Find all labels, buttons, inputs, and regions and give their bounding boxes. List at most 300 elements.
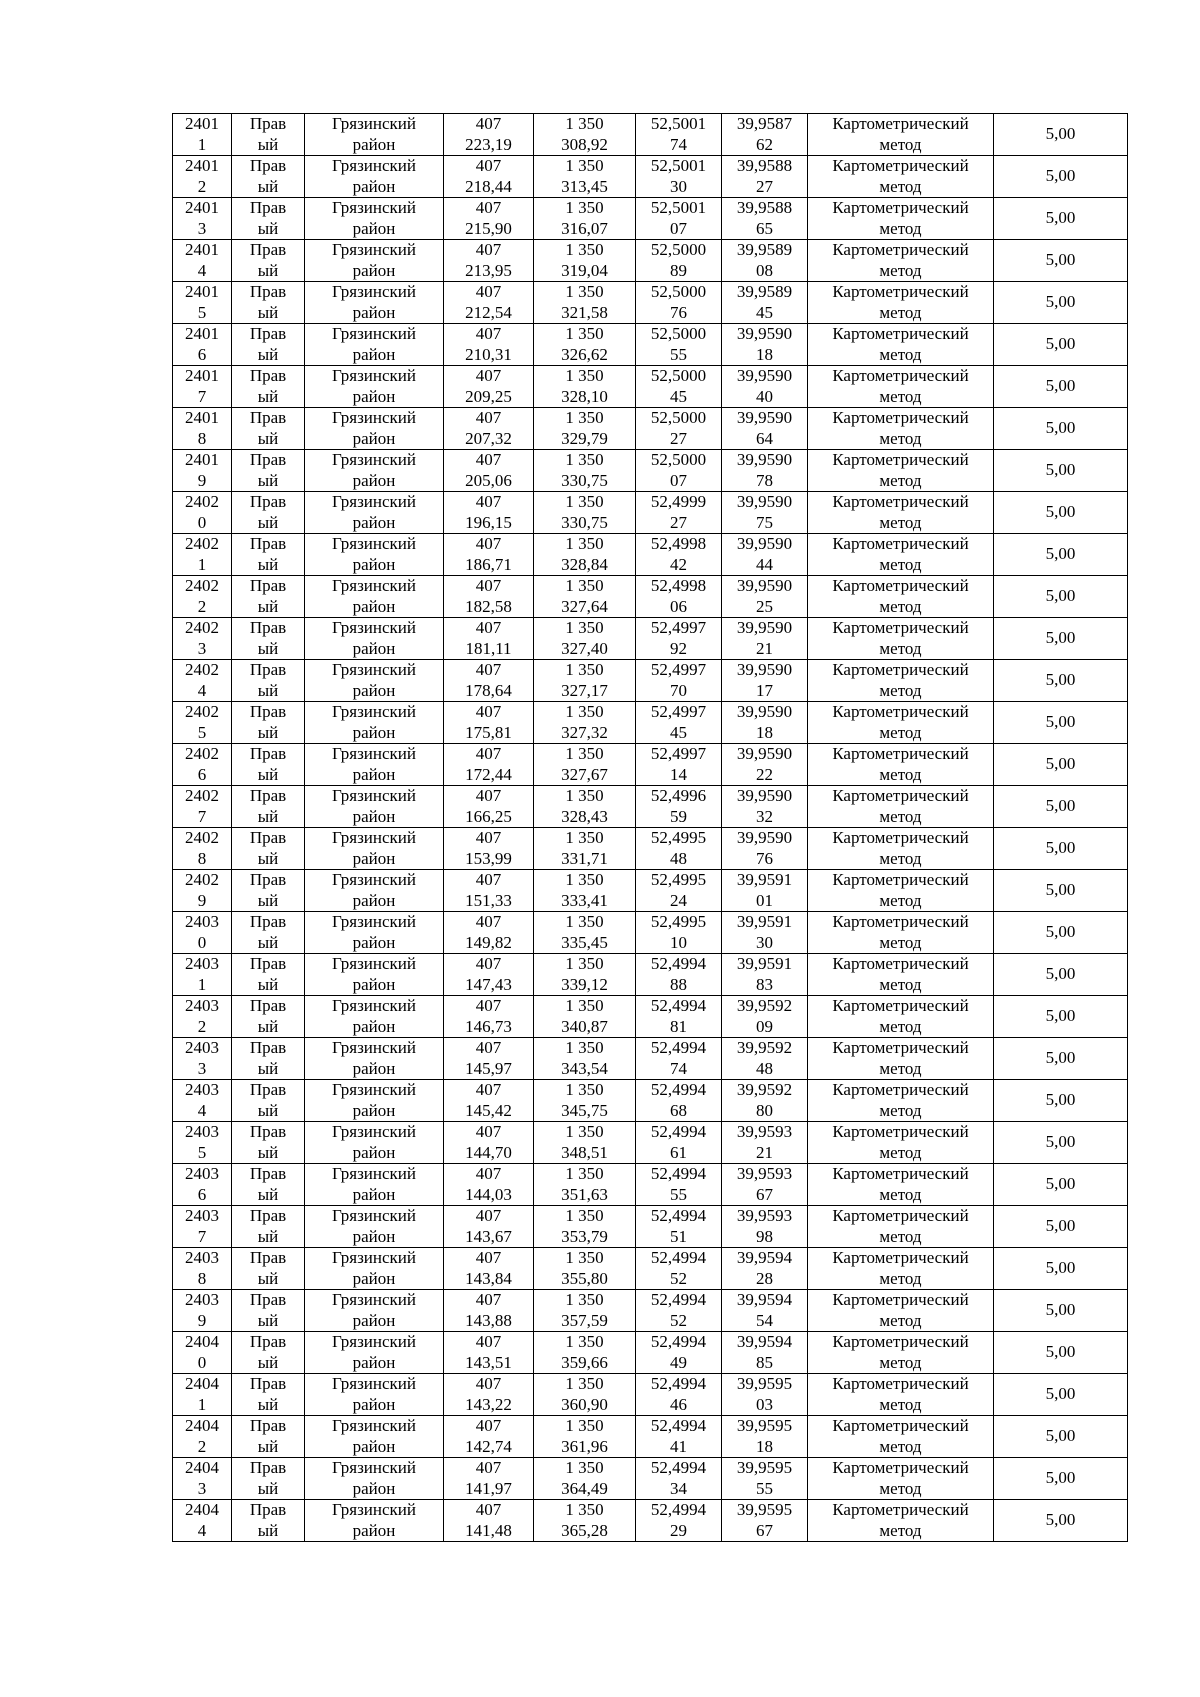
longitude-cell-line: 39,9591 — [736, 954, 793, 973]
point-number-cell-line: 1 — [197, 554, 207, 574]
method-cell — [808, 156, 994, 198]
bank-side-cell-line: Прав — [249, 1416, 287, 1435]
coordinate-y-cell-line: 1 350 — [565, 1458, 604, 1477]
point-number-cell-line: 8 — [197, 848, 207, 868]
coordinate-y-cell-line: 330,75 — [561, 512, 608, 532]
method-cell-line: метод — [879, 638, 922, 658]
bank-side-cell — [232, 366, 305, 408]
coordinates-table — [172, 113, 1128, 1542]
bank-side-cell-line: Прав — [249, 1374, 287, 1393]
district-cell-line: Грязинский — [332, 492, 416, 511]
point-number-cell-line: 4 — [197, 1100, 207, 1120]
longitude-cell-line: 39,9588 — [736, 156, 793, 175]
method-cell-line: Картометрический — [832, 576, 969, 595]
coordinate-y-cell-line: 360,90 — [561, 1394, 608, 1414]
district-cell — [305, 1206, 444, 1248]
district-cell — [305, 912, 444, 954]
method-cell — [808, 1332, 994, 1374]
bank-side-cell-line: ый — [257, 1058, 279, 1078]
method-cell-line: метод — [879, 218, 922, 238]
longitude-cell-line: 39,9594 — [736, 1290, 793, 1309]
latitude-cell — [636, 660, 722, 702]
table-row — [173, 1374, 1128, 1416]
district-cell-line: район — [352, 1520, 396, 1540]
accuracy-cell: 5,00 — [994, 1206, 1128, 1248]
coordinate-y-cell-line: 357,59 — [561, 1310, 608, 1330]
latitude-cell-line: 52,5000 — [650, 366, 707, 385]
coordinate-y-cell — [534, 702, 636, 744]
bank-side-cell-line: ый — [257, 428, 279, 448]
longitude-cell-line: 39,9589 — [736, 240, 793, 259]
coordinate-y-cell-line: 1 350 — [565, 1206, 604, 1225]
latitude-cell-line: 74 — [670, 134, 687, 154]
district-cell-line: Грязинский — [332, 1374, 416, 1393]
coordinate-x-cell — [444, 1248, 534, 1290]
coordinate-x-cell-line: 141,48 — [465, 1520, 512, 1540]
latitude-cell — [636, 954, 722, 996]
district-cell-line: Грязинский — [332, 1500, 416, 1519]
point-number-cell-line: 9 — [197, 470, 207, 490]
table-row — [173, 1248, 1128, 1290]
longitude-cell — [722, 744, 808, 786]
latitude-cell-line: 52,4997 — [650, 702, 707, 721]
table-row — [173, 282, 1128, 324]
point-number-cell — [173, 1038, 232, 1080]
point-number-cell-line: 2402 — [185, 828, 219, 847]
method-cell-line: Картометрический — [832, 1290, 969, 1309]
method-cell — [808, 1374, 994, 1416]
method-cell-line: метод — [879, 134, 922, 154]
latitude-cell — [636, 282, 722, 324]
district-cell-line: Грязинский — [332, 282, 416, 301]
longitude-cell-line: 39,9592 — [736, 996, 793, 1015]
method-cell — [808, 450, 994, 492]
coordinate-y-cell-line: 1 350 — [565, 954, 604, 973]
point-number-cell-line: 2401 — [185, 282, 219, 301]
latitude-cell-line: 70 — [670, 680, 687, 700]
coordinate-y-cell — [534, 1458, 636, 1500]
longitude-cell-line: 39,9590 — [736, 534, 793, 553]
longitude-cell-line: 83 — [756, 974, 773, 994]
longitude-cell — [722, 1332, 808, 1374]
latitude-cell — [636, 534, 722, 576]
district-cell-line: район — [352, 1184, 396, 1204]
method-cell-line: Картометрический — [832, 156, 969, 175]
point-number-cell-line: 2402 — [185, 492, 219, 511]
district-cell — [305, 1038, 444, 1080]
coordinate-y-cell — [534, 1080, 636, 1122]
point-number-cell-line: 9 — [197, 890, 207, 910]
coordinate-y-cell — [534, 1038, 636, 1080]
bank-side-cell-line: Прав — [249, 954, 287, 973]
point-number-cell-line: 2403 — [185, 1080, 219, 1099]
longitude-cell-line: 01 — [756, 890, 773, 910]
longitude-cell-line: 55 — [756, 1478, 773, 1498]
coordinate-y-cell-line: 1 350 — [565, 1038, 604, 1057]
longitude-cell — [722, 576, 808, 618]
point-number-cell — [173, 660, 232, 702]
longitude-cell-line: 25 — [756, 596, 773, 616]
coordinate-x-cell-line: 407 — [475, 1248, 502, 1267]
method-cell-line: Картометрический — [832, 492, 969, 511]
coordinate-y-cell-line: 1 350 — [565, 702, 604, 721]
coordinate-x-cell-line: 407 — [475, 1374, 502, 1393]
latitude-cell-line: 81 — [670, 1016, 687, 1036]
latitude-cell-line: 30 — [670, 176, 687, 196]
point-number-cell-line: 2402 — [185, 786, 219, 805]
district-cell — [305, 828, 444, 870]
point-number-cell-line: 2401 — [185, 240, 219, 259]
bank-side-cell-line: Прав — [249, 996, 287, 1015]
longitude-cell — [722, 786, 808, 828]
point-number-cell-line: 2401 — [185, 156, 219, 175]
point-number-cell-line: 0 — [197, 512, 207, 532]
table-row — [173, 1122, 1128, 1164]
latitude-cell — [636, 1122, 722, 1164]
point-number-cell-line: 2401 — [185, 198, 219, 217]
longitude-cell-line: 39,9590 — [736, 618, 793, 637]
district-cell-line: район — [352, 974, 396, 994]
point-number-cell-line: 2403 — [185, 1038, 219, 1057]
coordinate-x-cell-line: 143,67 — [465, 1226, 512, 1246]
district-cell-line: Грязинский — [332, 450, 416, 469]
bank-side-cell-line: Прав — [249, 912, 287, 931]
coordinate-x-cell — [444, 408, 534, 450]
coordinate-y-cell — [534, 618, 636, 660]
bank-side-cell — [232, 534, 305, 576]
coordinate-y-cell-line: 1 350 — [565, 534, 604, 553]
latitude-cell — [636, 450, 722, 492]
method-cell-line: метод — [879, 1058, 922, 1078]
longitude-cell-line: 75 — [756, 512, 773, 532]
accuracy-cell: 5,00 — [994, 660, 1128, 702]
coordinate-y-cell-line: 328,84 — [561, 554, 608, 574]
bank-side-cell-line: ый — [257, 1226, 279, 1246]
method-cell-line: метод — [879, 1100, 922, 1120]
district-cell-line: Грязинский — [332, 1332, 416, 1351]
bank-side-cell-line: ый — [257, 806, 279, 826]
coordinate-y-cell-line: 1 350 — [565, 1248, 604, 1267]
accuracy-cell: 5,00 — [994, 1122, 1128, 1164]
bank-side-cell — [232, 492, 305, 534]
method-cell — [808, 324, 994, 366]
latitude-cell-line: 52,4994 — [650, 1332, 707, 1351]
method-cell-line: метод — [879, 1142, 922, 1162]
coordinate-x-cell — [444, 1080, 534, 1122]
district-cell — [305, 1248, 444, 1290]
point-number-cell — [173, 618, 232, 660]
coordinate-x-cell-line: 407 — [475, 1500, 502, 1519]
point-number-cell — [173, 156, 232, 198]
coordinate-y-cell-line: 1 350 — [565, 870, 604, 889]
latitude-cell-line: 52,4997 — [650, 660, 707, 679]
coordinate-x-cell-line: 407 — [475, 240, 502, 259]
coordinate-x-cell-line: 407 — [475, 1332, 502, 1351]
coordinate-y-cell — [534, 912, 636, 954]
coordinate-x-cell — [444, 1290, 534, 1332]
district-cell — [305, 156, 444, 198]
method-cell-line: Картометрический — [832, 912, 969, 931]
accuracy-cell: 5,00 — [994, 954, 1128, 996]
accuracy-cell: 5,00 — [994, 1080, 1128, 1122]
coordinate-x-cell-line: 143,88 — [465, 1310, 512, 1330]
longitude-cell — [722, 1248, 808, 1290]
point-number-cell — [173, 534, 232, 576]
method-cell-line: Картометрический — [832, 870, 969, 889]
latitude-cell — [636, 1248, 722, 1290]
coordinate-x-cell — [444, 954, 534, 996]
method-cell — [808, 1206, 994, 1248]
method-cell-line: Картометрический — [832, 282, 969, 301]
coordinate-y-cell-line: 1 350 — [565, 114, 604, 133]
point-number-cell-line: 6 — [197, 344, 207, 364]
table-row — [173, 660, 1128, 702]
latitude-cell-line: 52,5000 — [650, 408, 707, 427]
latitude-cell-line: 27 — [670, 428, 687, 448]
method-cell — [808, 408, 994, 450]
coordinate-y-cell-line: 343,54 — [561, 1058, 608, 1078]
method-cell-line: метод — [879, 1352, 922, 1372]
point-number-cell-line: 1 — [197, 134, 207, 154]
coordinate-x-cell-line: 205,06 — [465, 470, 512, 490]
coordinate-y-cell — [534, 366, 636, 408]
district-cell-line: район — [352, 554, 396, 574]
accuracy-cell: 5,00 — [994, 240, 1128, 282]
longitude-cell-line: 80 — [756, 1100, 773, 1120]
point-number-cell-line: 5 — [197, 302, 207, 322]
point-number-cell — [173, 996, 232, 1038]
method-cell-line: Картометрический — [832, 702, 969, 721]
point-number-cell-line: 1 — [197, 1394, 207, 1414]
method-cell-line: метод — [879, 848, 922, 868]
coordinate-x-cell-line: 210,31 — [465, 344, 512, 364]
coordinate-x-cell-line: 196,15 — [465, 512, 512, 532]
bank-side-cell-line: Прав — [249, 534, 287, 553]
point-number-cell-line: 0 — [197, 1352, 207, 1372]
bank-side-cell — [232, 660, 305, 702]
latitude-cell-line: 68 — [670, 1100, 687, 1120]
longitude-cell — [722, 1080, 808, 1122]
accuracy-cell: 5,00 — [994, 114, 1128, 156]
bank-side-cell — [232, 408, 305, 450]
method-cell-line: метод — [879, 974, 922, 994]
longitude-cell-line: 39,9595 — [736, 1416, 793, 1435]
point-number-cell-line: 2403 — [185, 1206, 219, 1225]
coordinate-y-cell-line: 1 350 — [565, 240, 604, 259]
point-number-cell-line: 5 — [197, 722, 207, 742]
method-cell — [808, 1122, 994, 1164]
coordinate-x-cell-line: 182,58 — [465, 596, 512, 616]
point-number-cell — [173, 954, 232, 996]
accuracy-cell: 5,00 — [994, 408, 1128, 450]
coordinate-y-cell — [534, 1122, 636, 1164]
bank-side-cell-line: Прав — [249, 702, 287, 721]
latitude-cell-line: 76 — [670, 302, 687, 322]
coordinate-y-cell — [534, 450, 636, 492]
coordinate-x-cell-line: 407 — [475, 1164, 502, 1183]
method-cell-line: Картометрический — [832, 198, 969, 217]
longitude-cell-line: 09 — [756, 1016, 773, 1036]
coordinate-y-cell-line: 326,62 — [561, 344, 608, 364]
longitude-cell — [722, 282, 808, 324]
longitude-cell — [722, 1374, 808, 1416]
coordinate-y-cell-line: 1 350 — [565, 1290, 604, 1309]
method-cell-line: Картометрический — [832, 1164, 969, 1183]
coordinate-y-cell-line: 1 350 — [565, 282, 604, 301]
latitude-cell-line: 52,4999 — [650, 492, 707, 511]
latitude-cell-line: 89 — [670, 260, 687, 280]
latitude-cell-line: 61 — [670, 1142, 687, 1162]
coordinate-x-cell-line: 153,99 — [465, 848, 512, 868]
bank-side-cell-line: Прав — [249, 828, 287, 847]
coordinate-x-cell — [444, 786, 534, 828]
bank-side-cell-line: ый — [257, 1352, 279, 1372]
coordinate-y-cell-line: 364,49 — [561, 1478, 608, 1498]
point-number-cell-line: 2402 — [185, 576, 219, 595]
bank-side-cell-line: ый — [257, 302, 279, 322]
coordinate-y-cell-line: 1 350 — [565, 576, 604, 595]
district-cell-line: район — [352, 1436, 396, 1456]
point-number-cell-line: 2403 — [185, 954, 219, 973]
point-number-cell-line: 8 — [197, 428, 207, 448]
method-cell — [808, 618, 994, 660]
latitude-cell-line: 52,4994 — [650, 954, 707, 973]
latitude-cell — [636, 366, 722, 408]
district-cell — [305, 1122, 444, 1164]
accuracy-cell: 5,00 — [994, 576, 1128, 618]
bank-side-cell-line: ый — [257, 260, 279, 280]
bank-side-cell-line: ый — [257, 1478, 279, 1498]
method-cell-line: метод — [879, 722, 922, 742]
coordinate-x-cell-line: 215,90 — [465, 218, 512, 238]
district-cell-line: район — [352, 890, 396, 910]
coordinate-y-cell-line: 1 350 — [565, 1080, 604, 1099]
latitude-cell — [636, 1458, 722, 1500]
table-row — [173, 618, 1128, 660]
method-cell-line: метод — [879, 1394, 922, 1414]
longitude-cell — [722, 954, 808, 996]
latitude-cell-line: 55 — [670, 344, 687, 364]
table-row — [173, 828, 1128, 870]
longitude-cell — [722, 114, 808, 156]
coordinate-y-cell-line: 329,79 — [561, 428, 608, 448]
latitude-cell-line: 52,4995 — [650, 828, 707, 847]
longitude-cell-line: 22 — [756, 764, 773, 784]
bank-side-cell — [232, 1248, 305, 1290]
coordinate-y-cell-line: 339,12 — [561, 974, 608, 994]
coordinate-y-cell-line: 361,96 — [561, 1436, 608, 1456]
coordinate-x-cell-line: 407 — [475, 576, 502, 595]
bank-side-cell-line: ый — [257, 1394, 279, 1414]
coordinate-x-cell — [444, 450, 534, 492]
bank-side-cell-line: Прав — [249, 1458, 287, 1477]
longitude-cell — [722, 702, 808, 744]
district-cell-line: Грязинский — [332, 1248, 416, 1267]
latitude-cell-line: 52,5000 — [650, 282, 707, 301]
point-number-cell-line: 2403 — [185, 1290, 219, 1309]
district-cell-line: район — [352, 806, 396, 826]
accuracy-cell: 5,00 — [994, 1038, 1128, 1080]
coordinate-x-cell-line: 407 — [475, 324, 502, 343]
point-number-cell — [173, 324, 232, 366]
bank-side-cell-line: ый — [257, 932, 279, 952]
method-cell-line: Картометрический — [832, 786, 969, 805]
coordinate-y-cell — [534, 786, 636, 828]
table-row — [173, 1080, 1128, 1122]
district-cell-line: район — [352, 596, 396, 616]
point-number-cell — [173, 1374, 232, 1416]
district-cell — [305, 1500, 444, 1542]
bank-side-cell — [232, 576, 305, 618]
bank-side-cell-line: Прав — [249, 1164, 287, 1183]
coordinate-y-cell-line: 321,58 — [561, 302, 608, 322]
bank-side-cell — [232, 786, 305, 828]
coordinate-x-cell — [444, 156, 534, 198]
method-cell-line: метод — [879, 512, 922, 532]
latitude-cell-line: 52 — [670, 1310, 687, 1330]
coordinate-y-cell-line: 316,07 — [561, 218, 608, 238]
district-cell-line: Грязинский — [332, 912, 416, 931]
longitude-cell — [722, 618, 808, 660]
method-cell-line: Картометрический — [832, 1080, 969, 1099]
latitude-cell — [636, 1038, 722, 1080]
longitude-cell — [722, 450, 808, 492]
method-cell-line: Картометрический — [832, 1248, 969, 1267]
coordinate-y-cell-line: 1 350 — [565, 366, 604, 385]
coordinate-y-cell — [534, 282, 636, 324]
coordinate-x-cell — [444, 912, 534, 954]
longitude-cell-line: 21 — [756, 638, 773, 658]
table-row — [173, 786, 1128, 828]
coordinate-y-cell-line: 355,80 — [561, 1268, 608, 1288]
method-cell — [808, 366, 994, 408]
coordinate-x-cell-line: 149,82 — [465, 932, 512, 952]
coordinate-y-cell-line: 1 350 — [565, 1122, 604, 1141]
longitude-cell-line: 21 — [756, 1142, 773, 1162]
bank-side-cell — [232, 618, 305, 660]
district-cell — [305, 1374, 444, 1416]
coordinate-y-cell-line: 340,87 — [561, 1016, 608, 1036]
bank-side-cell-line: Прав — [249, 324, 287, 343]
latitude-cell — [636, 198, 722, 240]
longitude-cell-line: 39,9590 — [736, 660, 793, 679]
district-cell — [305, 114, 444, 156]
method-cell-line: метод — [879, 260, 922, 280]
longitude-cell-line: 54 — [756, 1310, 773, 1330]
longitude-cell-line: 39,9587 — [736, 114, 793, 133]
method-cell-line: Картометрический — [832, 744, 969, 763]
longitude-cell-line: 48 — [756, 1058, 773, 1078]
point-number-cell — [173, 786, 232, 828]
latitude-cell — [636, 1206, 722, 1248]
district-cell-line: район — [352, 1478, 396, 1498]
latitude-cell — [636, 240, 722, 282]
method-cell-line: метод — [879, 428, 922, 448]
district-cell-line: Грязинский — [332, 408, 416, 427]
bank-side-cell — [232, 954, 305, 996]
coordinate-x-cell-line: 144,70 — [465, 1142, 512, 1162]
coordinate-x-cell — [444, 198, 534, 240]
table-row — [173, 1164, 1128, 1206]
latitude-cell — [636, 156, 722, 198]
coordinate-x-cell — [444, 870, 534, 912]
latitude-cell-line: 52,4995 — [650, 912, 707, 931]
bank-side-cell — [232, 828, 305, 870]
table-row — [173, 408, 1128, 450]
bank-side-cell-line: Прав — [249, 1500, 287, 1519]
coordinate-y-cell-line: 1 350 — [565, 744, 604, 763]
coordinate-y-cell-line: 327,40 — [561, 638, 608, 658]
